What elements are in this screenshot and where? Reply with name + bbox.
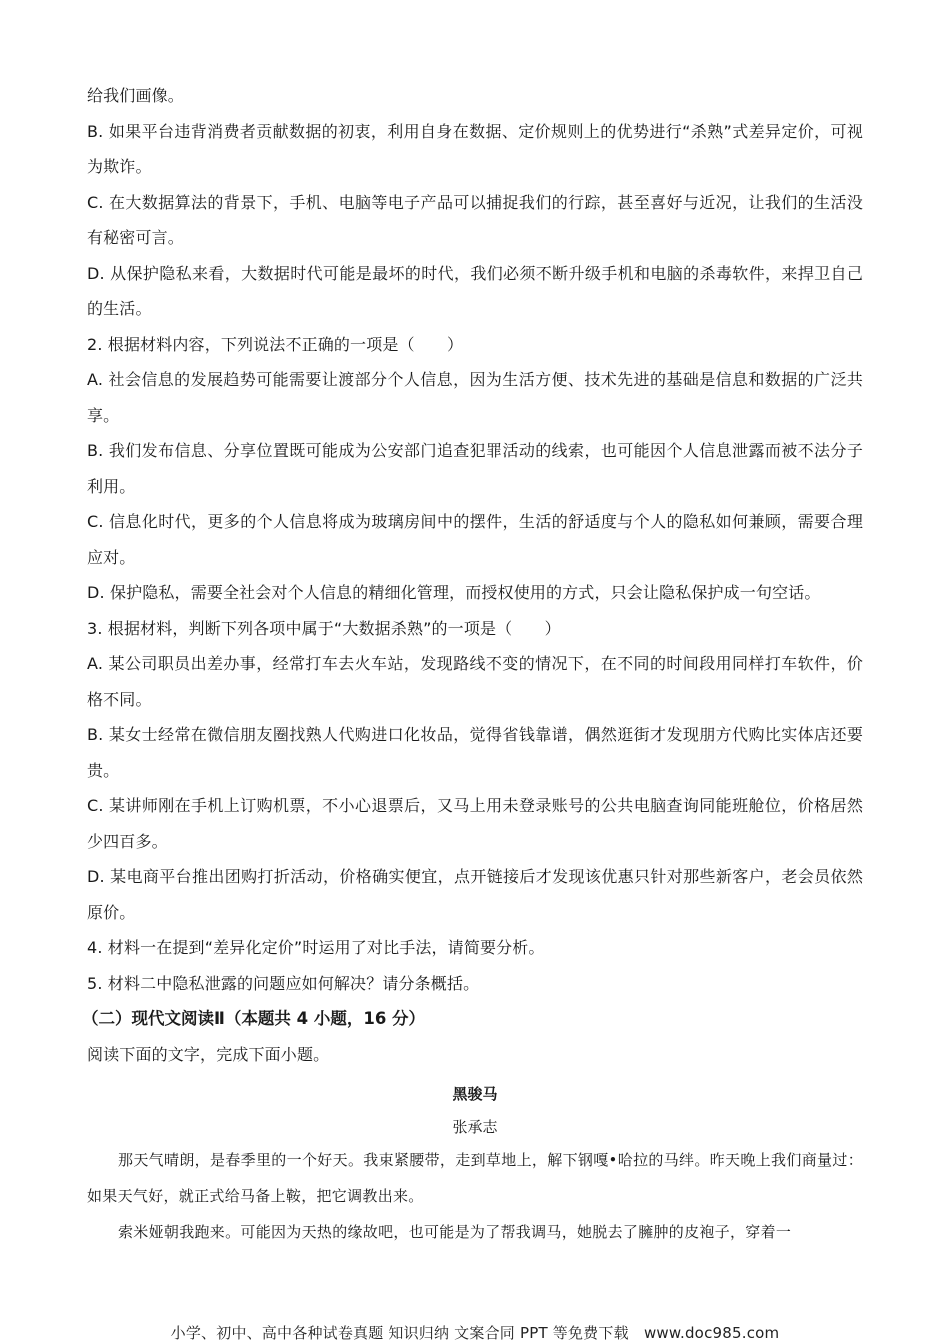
passage-title: 黑骏马 xyxy=(452,1084,498,1103)
reading-instruction: 阅读下面的文字，完成下面小题。 xyxy=(87,1045,330,1064)
passage-paragraph-2: 索米娅朝我跑来。可能因为天热的缘故吧，也可能是为了帮我调马，她脱去了臃肿的皮袍子，穿着一 xyxy=(118,1222,792,1241)
q3-option-c: C. 某讲师刚在手机上订购机票，不小心退票后，又马上用未登录账号的公共电脑查询同能班舱位，价格居然少四百多。 xyxy=(87,796,863,851)
passage-author: 张承志 xyxy=(452,1117,498,1136)
q1-option-d: D. 从保护隐私来看，大数据时代可能是最坏的时代，我们必须不断升级手机和电脑的杀毒软件，来捍卫自己的生活。 xyxy=(87,263,863,318)
q2-option-c: C. 信息化时代，更多的个人信息将成为玻璃房间中的摆件，生活的舒适度与个人的隐私如何兼顾，需要合理应对。 xyxy=(87,512,863,567)
section-heading: （二）现代文阅读Ⅱ（本题共 4 小题，16 分） xyxy=(82,1009,426,1028)
question-5: 5. 材料二中隐私泄露的问题应如何解决？请分条概括。 xyxy=(87,973,480,993)
q2-option-b: B. 我们发布信息、分享位置既可能成为公安部门追查犯罪活动的线索，也可能因个人信息泄露而被不法分子利用。 xyxy=(87,441,863,496)
passage-paragraph-1: 那天气晴朗，是春季里的一个好天。我束紧腰带，走到草地上，解下钢嘎•哈拉的马绊。昨天晚上我们商量过：如果天气好，就正式给马备上鞍，把它调教出来。 xyxy=(87,1150,863,1205)
question-3: 3. 根据材料，判断下列各项中属于“大数据杀熟”的一项是（ ） xyxy=(87,618,561,638)
q1-option-c: C. 在大数据算法的背景下，手机、电脑等电子产品可以捕捉我们的行踪，甚至喜好与近况，让我们的生活没有秘密可言。 xyxy=(87,192,863,247)
page-content xyxy=(82,78,863,1250)
q3-option-d: D. 某电商平台推出团购打折活动，价格确实便宜，点开链接后才发现该优惠只针对那些新客户，老会员依然原价。 xyxy=(87,867,863,922)
q1-option-b: B. 如果平台违背消费者贡献数据的初衷，利用自身在数据、定价规则上的优势进行“杀熟”式差异定价，可视为欺诈。 xyxy=(87,121,863,176)
q1-option-a-continuation: 给我们画像。 xyxy=(87,86,184,105)
q3-option-a: A. 某公司职员出差办事，经常打车去火车站，发现路线不变的情况下，在不同的时间段用同样打车软件，价格不同。 xyxy=(87,654,863,709)
q3-option-b: B. 某女士经常在微信朋友圈找熟人代购进口化妆品，觉得省钱靠谱，偶然逛街才发现朋方代购比实体店还要贵。 xyxy=(87,725,863,780)
question-4: 4. 材料一在提到“差异化定价”时运用了对比手法，请简要分析。 xyxy=(87,938,545,957)
page-footer: 小学、初中、高中各种试卷真题 知识归纳 文案合同 PPT 等免费下载 www.doc985.com xyxy=(170,1324,780,1342)
q2-option-a: A. 社会信息的发展趋势可能需要让渡部分个人信息，因为生活方便、技术先进的基础是信息和数据的广泛共享。 xyxy=(87,370,863,425)
q2-option-d: D. 保护隐私，需要全社会对个人信息的精细化管理，而授权使用的方式，只会让隐私保护成一句空话。 xyxy=(87,583,821,602)
question-2: 2. 根据材料内容，下列说法不正确的一项是（ ） xyxy=(87,334,464,354)
